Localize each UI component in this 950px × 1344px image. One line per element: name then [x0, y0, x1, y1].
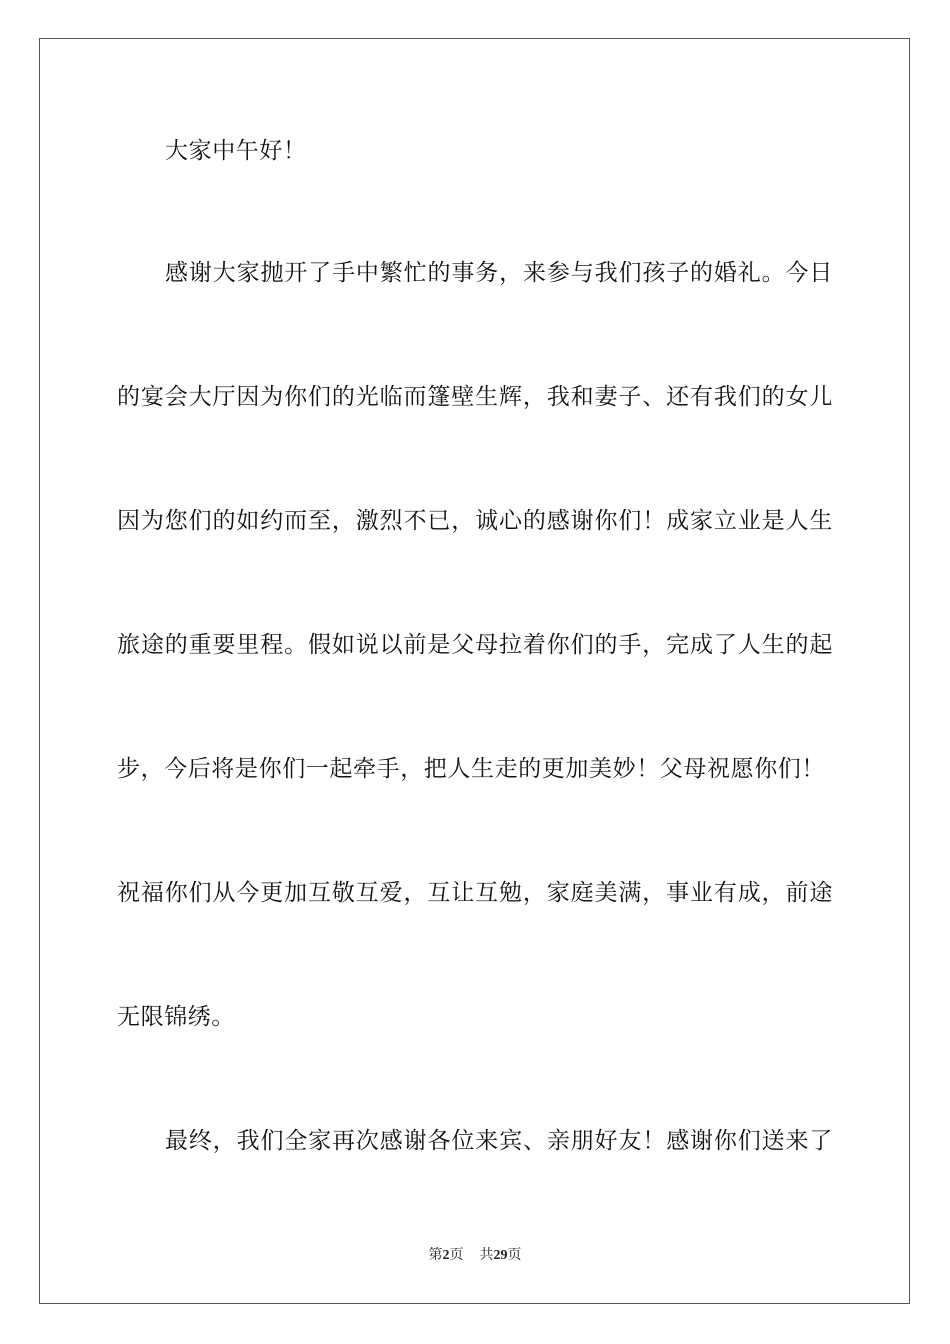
total-prefix: 共	[479, 1247, 494, 1263]
paragraph-line: 无限锦绣。	[117, 1004, 235, 1030]
total-suffix: 页	[507, 1247, 522, 1263]
paragraph-line: 感谢大家抛开了手中繁忙的事务，来参与我们孩子的婚礼。今日	[165, 260, 833, 286]
paragraph-line: 因为您们的如约而至，激烈不已，诚心的感谢你们！成家立业是人生	[117, 508, 833, 534]
page-prefix: 第	[428, 1247, 443, 1263]
paragraph-line: 的宴会大厅因为你们的光临而篷壁生辉，我和妻子、还有我们的女儿	[117, 384, 833, 410]
page-footer	[0, 1245, 950, 1266]
paragraph-line: 最终，我们全家再次感谢各位来宾、亲朋好友！感谢你们送来了	[165, 1128, 833, 1154]
paragraph-line: 祝福你们从今更加互敬互爱，互让互勉，家庭美满，事业有成，前途	[117, 880, 833, 906]
page-suffix: 页	[449, 1247, 464, 1263]
paragraph-line: 步，今后将是你们一起牵手，把人生走的更加美妙！父母祝愿你们！	[117, 756, 825, 782]
page-number: 2	[442, 1248, 450, 1263]
total-pages: 29	[493, 1248, 508, 1263]
greeting-line: 大家中午好！	[165, 138, 307, 164]
page-border	[39, 38, 910, 1304]
paragraph-line: 旅途的重要里程。假如说以前是父母拉着你们的手，完成了人生的起	[117, 632, 833, 658]
